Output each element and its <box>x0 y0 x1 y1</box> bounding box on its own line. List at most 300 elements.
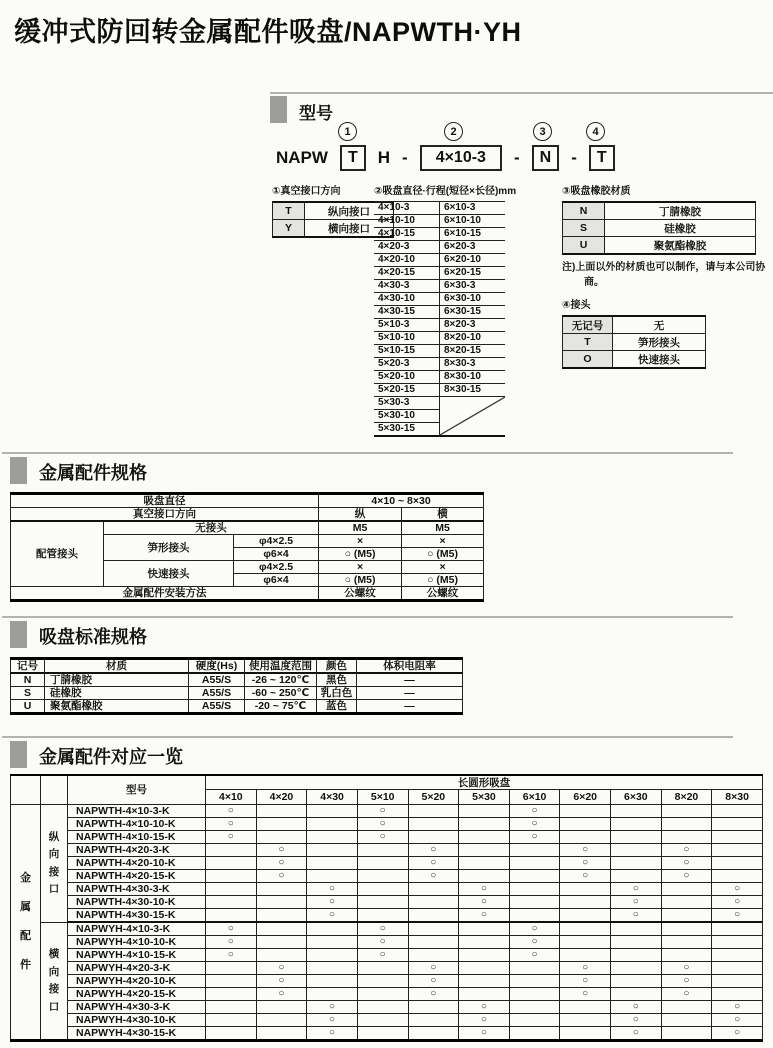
mark-cell: ○ <box>408 844 459 857</box>
mark-cell: ○ <box>459 1027 510 1041</box>
empty-cell <box>256 1027 307 1041</box>
empty-cell <box>661 805 712 818</box>
empty-cell <box>307 975 358 988</box>
empty-cell <box>611 818 662 831</box>
model-prefix: NAPW <box>276 148 328 167</box>
left-group-cell <box>11 805 41 1041</box>
cell-diameter-value: 4×10 ~ 8×30 <box>319 494 484 508</box>
size-cell: 4×10-3 <box>374 202 440 215</box>
empty-cell <box>256 1014 307 1027</box>
mark-cell: ○ <box>307 883 358 896</box>
value-cell: — <box>357 687 463 700</box>
table-row <box>11 673 463 687</box>
code-cell: T <box>273 202 305 220</box>
empty-cell <box>611 870 662 883</box>
mark-cell: ○ <box>509 831 560 844</box>
empty-cell <box>712 988 763 1001</box>
fitting-spec-table <box>10 492 484 602</box>
size-cell: 8×20-3 <box>440 319 506 332</box>
model-cell: NAPWYH-4×30-10-K <box>68 1014 206 1027</box>
value-cell: 丁腈橡胶 <box>45 673 189 687</box>
empty-cell <box>459 949 510 962</box>
empty-cell <box>357 975 408 988</box>
cell-no-joint-label: 无接头 <box>104 521 319 535</box>
code-cell: U <box>563 237 605 255</box>
empty-cell <box>712 805 763 818</box>
empty-cell <box>206 1027 257 1041</box>
model-row <box>11 1001 763 1014</box>
empty-cell <box>661 1001 712 1014</box>
vertical-label: 纵 向 接 口 <box>48 830 60 896</box>
size-cell: 8×30-10 <box>440 371 506 384</box>
model-field-direction: T <box>340 145 366 171</box>
size-cell: 5×20-15 <box>374 384 440 397</box>
empty-cell <box>509 1027 560 1041</box>
cell-quick-label: 快速接头 <box>104 561 234 587</box>
empty-cell <box>357 909 408 923</box>
value-cell: N <box>11 673 45 687</box>
model-row <box>11 962 763 975</box>
mark-cell: ○ <box>307 1001 358 1014</box>
mark-cell: ○ <box>206 831 257 844</box>
size-column-header: 6×10 <box>509 790 560 805</box>
value-cell: 乳白色 <box>317 687 357 700</box>
empty-cell <box>408 831 459 844</box>
empty-cell <box>459 975 510 988</box>
empty-cell <box>459 922 510 936</box>
section-rule <box>2 736 733 738</box>
cell-no-joint-h: M5 <box>402 521 484 535</box>
mark-cell: ○ <box>206 805 257 818</box>
cell-quick-size1: φ4×2.5 <box>234 561 319 574</box>
empty-cell <box>256 922 307 936</box>
empty-cell <box>611 922 662 936</box>
cell-barb-size1: φ4×2.5 <box>234 535 319 548</box>
mark-cell: ○ <box>408 870 459 883</box>
sub-group-cell <box>41 805 68 923</box>
value-cell: A55/S <box>189 673 245 687</box>
size-cell: 5×10-15 <box>374 345 440 358</box>
cell-barb-size2: φ6×4 <box>234 548 319 561</box>
size-row <box>374 358 505 371</box>
table-row <box>563 237 756 255</box>
cell-barb-s1-h: × <box>402 535 484 548</box>
empty-cell <box>712 818 763 831</box>
empty-cell <box>206 844 257 857</box>
column-header: 颜色 <box>317 659 357 674</box>
empty-cell <box>307 844 358 857</box>
table-row <box>11 587 484 601</box>
empty-cell <box>206 909 257 923</box>
model-cell: NAPWTH-4×10-15-K <box>68 831 206 844</box>
model-cell: NAPWTH-4×20-10-K <box>68 857 206 870</box>
empty-cell <box>307 831 358 844</box>
empty-cell <box>307 962 358 975</box>
size-cell: 6×10-10 <box>440 215 506 228</box>
empty-cell <box>357 896 408 909</box>
section-pad-spec <box>0 616 773 731</box>
empty-cell <box>509 1001 560 1014</box>
section-marker-square <box>270 96 287 123</box>
empty-cell <box>712 831 763 844</box>
mark-cell: ○ <box>459 883 510 896</box>
mark-cell: ○ <box>357 805 408 818</box>
model-row <box>11 883 763 896</box>
rubber-note: 注)上面以外的材质也可以制作，请与本公司协商。 <box>562 262 766 288</box>
empty-cell <box>509 844 560 857</box>
empty-cell <box>408 1014 459 1027</box>
value-cell: 快速接头 <box>613 351 706 369</box>
size-cell: 5×30-15 <box>374 423 440 437</box>
cell-barb-s2-h: ○ (M5) <box>402 548 484 561</box>
column-header: 硬度(Hs) <box>189 659 245 674</box>
size-column-header: 6×20 <box>560 790 611 805</box>
section-rule <box>2 616 733 618</box>
empty-cell <box>307 949 358 962</box>
header-row <box>11 775 763 790</box>
empty-cell <box>307 936 358 949</box>
empty-cell <box>408 909 459 923</box>
column-header: 材质 <box>45 659 189 674</box>
mark-cell: ○ <box>256 857 307 870</box>
model-field-rubber: N <box>532 145 560 171</box>
empty-cell <box>509 870 560 883</box>
size-column-header: 4×30 <box>307 790 358 805</box>
rubber-table <box>562 201 756 255</box>
vertical-label: 横 向 接 口 <box>48 948 60 1013</box>
empty-cell <box>307 870 358 883</box>
empty-cell <box>408 805 459 818</box>
mark-cell: ○ <box>307 909 358 923</box>
size-cell: 6×20-3 <box>440 241 506 254</box>
table-row <box>11 700 463 714</box>
table-row <box>563 351 706 369</box>
size-column-header: 4×20 <box>256 790 307 805</box>
size-row <box>374 267 505 280</box>
empty-cell <box>206 988 257 1001</box>
model-cell: NAPWTH-4×20-3-K <box>68 844 206 857</box>
mark-cell: ○ <box>661 988 712 1001</box>
section-marker-square <box>10 457 27 484</box>
size-column-header: 8×30 <box>712 790 763 805</box>
empty-cell <box>560 831 611 844</box>
size-cell: 4×10-10 <box>374 215 440 228</box>
empty-cell <box>712 949 763 962</box>
empty-cell <box>357 1001 408 1014</box>
empty-cell <box>357 844 408 857</box>
empty-cell <box>459 936 510 949</box>
empty-cell <box>459 857 510 870</box>
table-row <box>563 202 756 220</box>
model-row <box>11 909 763 923</box>
model-sep3: - <box>571 148 577 167</box>
empty-cell <box>560 883 611 896</box>
cell-direction-label: 真空接口方向 <box>11 508 319 522</box>
empty-cell <box>611 936 662 949</box>
mark-cell: ○ <box>611 1014 662 1027</box>
mark-cell: ○ <box>307 896 358 909</box>
rubber-table-label: ③吸盘橡胶材质 <box>562 186 631 197</box>
mark-cell: ○ <box>357 949 408 962</box>
cell-no-joint-v: M5 <box>319 521 402 535</box>
mark-cell: ○ <box>307 1014 358 1027</box>
mark-cell: ○ <box>712 1014 763 1027</box>
empty-cell <box>560 1027 611 1041</box>
empty-cell <box>408 936 459 949</box>
mark-cell: ○ <box>408 975 459 988</box>
empty-cell <box>560 805 611 818</box>
value-cell: A55/S <box>189 687 245 700</box>
empty-cell <box>661 896 712 909</box>
size-cell: 6×20-15 <box>440 267 506 280</box>
cell-quick-s2-v: ○ (M5) <box>319 574 402 587</box>
empty-cell <box>509 883 560 896</box>
empty-cell <box>560 922 611 936</box>
empty-cell <box>206 870 257 883</box>
size-cell: 5×20-3 <box>374 358 440 371</box>
mark-cell: ○ <box>307 1027 358 1041</box>
empty-cell <box>661 831 712 844</box>
circled-number-1: 1 <box>338 122 357 141</box>
empty-cell <box>611 975 662 988</box>
circled-number-4: 4 <box>586 122 605 141</box>
section-rule <box>270 92 773 94</box>
size-cell: 5×30-10 <box>374 410 440 423</box>
empty-cell <box>509 1014 560 1027</box>
model-cell: NAPWTH-4×20-15-K <box>68 870 206 883</box>
mark-cell: ○ <box>712 883 763 896</box>
direction-table-label: ①真空接口方向 <box>272 186 341 197</box>
cell-quick-s2-h: ○ (M5) <box>402 574 484 587</box>
model-code-line <box>276 145 615 171</box>
value-cell: S <box>11 687 45 700</box>
mark-cell: ○ <box>712 1001 763 1014</box>
model-cell: NAPWYH-4×10-15-K <box>68 949 206 962</box>
model-cell: NAPWTH-4×30-3-K <box>68 883 206 896</box>
size-cell: 5×10-3 <box>374 319 440 332</box>
model-cell: NAPWYH-4×20-10-K <box>68 975 206 988</box>
empty-cell <box>712 962 763 975</box>
value-cell: 黑色 <box>317 673 357 687</box>
column-header: 使用温度范围 <box>245 659 317 674</box>
size-column-header: 4×10 <box>206 790 257 805</box>
size-cell: 4×20-10 <box>374 254 440 267</box>
empty-cell <box>256 805 307 818</box>
size-table-label: ②吸盘直径·行程(短径×长径)mm <box>374 186 517 197</box>
cell-barb-s1-v: × <box>319 535 402 548</box>
section-correspondence <box>0 736 773 1048</box>
size-row <box>374 228 505 241</box>
empty-cell <box>611 949 662 962</box>
model-sep2: - <box>513 148 520 167</box>
empty-cell <box>307 922 358 936</box>
header-row <box>11 659 463 674</box>
empty-cell <box>560 909 611 923</box>
size-row <box>374 397 505 410</box>
model-cell: NAPWTH-4×10-10-K <box>68 818 206 831</box>
empty-cell <box>712 870 763 883</box>
size-cell: 4×30-15 <box>374 306 440 319</box>
empty-cell <box>357 1014 408 1027</box>
empty-cell <box>509 962 560 975</box>
code-cell: S <box>563 220 605 237</box>
empty-cell <box>611 844 662 857</box>
size-row <box>374 371 505 384</box>
cell-mount-v: 公螺纹 <box>319 587 402 601</box>
empty-cell <box>509 988 560 1001</box>
empty-cell <box>661 922 712 936</box>
mark-cell: ○ <box>357 831 408 844</box>
value-cell: 聚氨酯橡胶 <box>45 700 189 714</box>
empty-cell <box>256 831 307 844</box>
model-cell: NAPWYH-4×30-3-K <box>68 1001 206 1014</box>
empty-cell <box>256 936 307 949</box>
empty-cell <box>509 975 560 988</box>
value-cell: 硅橡胶 <box>605 220 756 237</box>
mark-cell: ○ <box>560 870 611 883</box>
mark-cell: ○ <box>459 909 510 923</box>
column-header: 体积电阻率 <box>357 659 463 674</box>
size-row <box>374 241 505 254</box>
mark-cell: ○ <box>357 936 408 949</box>
diagonal-line <box>440 397 505 435</box>
size-row <box>374 345 505 358</box>
empty-cell <box>256 896 307 909</box>
model-cell: NAPWYH-4×20-3-K <box>68 962 206 975</box>
model-row <box>11 988 763 1001</box>
mark-cell: ○ <box>661 870 712 883</box>
empty-cell <box>560 896 611 909</box>
cell-mount-label: 金属配件安装方法 <box>11 587 319 601</box>
mark-cell: ○ <box>611 909 662 923</box>
mark-cell: ○ <box>712 896 763 909</box>
value-cell: — <box>357 700 463 714</box>
code-cell: N <box>563 202 605 220</box>
mark-cell: ○ <box>712 909 763 923</box>
empty-cell <box>206 883 257 896</box>
empty-cell <box>712 975 763 988</box>
value-cell: U <box>11 700 45 714</box>
blank-diagonal-cell <box>440 397 506 437</box>
size-column-header: 5×10 <box>357 790 408 805</box>
code-cell: 无记号 <box>563 316 613 334</box>
model-row <box>11 857 763 870</box>
model-row <box>11 949 763 962</box>
cell-barb-s2-v: ○ (M5) <box>319 548 402 561</box>
value-cell: 纵向接口 <box>305 202 394 220</box>
empty-cell <box>256 909 307 923</box>
mark-cell: ○ <box>256 844 307 857</box>
empty-cell <box>357 883 408 896</box>
size-cell: 5×30-3 <box>374 397 440 410</box>
empty-cell <box>408 883 459 896</box>
empty-cell <box>459 831 510 844</box>
empty-cell <box>256 949 307 962</box>
mark-cell: ○ <box>206 949 257 962</box>
value-cell: 硅橡胶 <box>45 687 189 700</box>
empty-cell <box>712 844 763 857</box>
empty-cell <box>560 1014 611 1027</box>
mark-cell: ○ <box>357 922 408 936</box>
mark-cell: ○ <box>611 896 662 909</box>
empty-cell <box>307 857 358 870</box>
table-row <box>11 508 484 522</box>
model-row <box>11 896 763 909</box>
mark-cell: ○ <box>509 805 560 818</box>
model-field-size: 4×10-3 <box>420 145 502 171</box>
mark-cell: ○ <box>206 936 257 949</box>
value-cell: A55/S <box>189 700 245 714</box>
empty-cell <box>560 1001 611 1014</box>
size-row <box>374 202 505 215</box>
cell-barb-label: 笋形接头 <box>104 535 234 561</box>
empty-cell <box>661 949 712 962</box>
model-row <box>11 1014 763 1027</box>
model-cell: NAPWTH-4×10-3-K <box>68 805 206 818</box>
size-cell: 4×20-3 <box>374 241 440 254</box>
code-cell: T <box>563 334 613 351</box>
empty-cell <box>712 936 763 949</box>
empty-cell <box>509 909 560 923</box>
model-row <box>11 844 763 857</box>
size-cell: 8×30-3 <box>440 358 506 371</box>
empty-cell <box>408 949 459 962</box>
empty-cell <box>459 805 510 818</box>
table-row <box>11 521 484 535</box>
empty-cell <box>206 962 257 975</box>
size-column-header: 8×20 <box>661 790 712 805</box>
model-field-joint: T <box>589 145 615 171</box>
empty-cell <box>206 1001 257 1014</box>
empty-cell <box>712 857 763 870</box>
mark-cell: ○ <box>611 883 662 896</box>
cell-diameter-label: 吸盘直径 <box>11 494 319 508</box>
empty-cell <box>206 896 257 909</box>
model-column-header: 型号 <box>68 775 206 805</box>
empty-cell <box>256 883 307 896</box>
value-cell: — <box>357 673 463 687</box>
joint-table <box>562 315 706 369</box>
empty-cell <box>661 818 712 831</box>
rubber-block <box>562 182 773 290</box>
page-title: 缓冲式防回转金属配件吸盘/NAPWTH·YH <box>14 17 522 47</box>
cell-quick-s1-v: × <box>319 561 402 574</box>
value-cell: 丁腈橡胶 <box>605 202 756 220</box>
mark-cell: ○ <box>661 844 712 857</box>
model-row <box>11 1027 763 1041</box>
empty-cell <box>611 831 662 844</box>
section-title-correspondence: 金属配件对应一览 <box>39 747 183 767</box>
cell-pipe-joint-label: 配管接头 <box>11 521 104 587</box>
mark-cell: ○ <box>560 962 611 975</box>
empty-cell <box>661 883 712 896</box>
empty-cell <box>661 1014 712 1027</box>
joint-block <box>562 296 706 369</box>
empty-cell <box>661 936 712 949</box>
pad-spec-table <box>10 657 463 715</box>
mark-cell: ○ <box>509 922 560 936</box>
model-infix: H <box>377 148 391 167</box>
size-column-header: 6×30 <box>611 790 662 805</box>
model-row <box>11 818 763 831</box>
cell-direction-h: 横 <box>402 508 484 522</box>
size-cell: 8×20-10 <box>440 332 506 345</box>
table-row <box>11 494 484 508</box>
empty-cell <box>459 818 510 831</box>
size-stroke-table <box>374 201 505 437</box>
model-row <box>11 975 763 988</box>
mark-cell: ○ <box>560 988 611 1001</box>
